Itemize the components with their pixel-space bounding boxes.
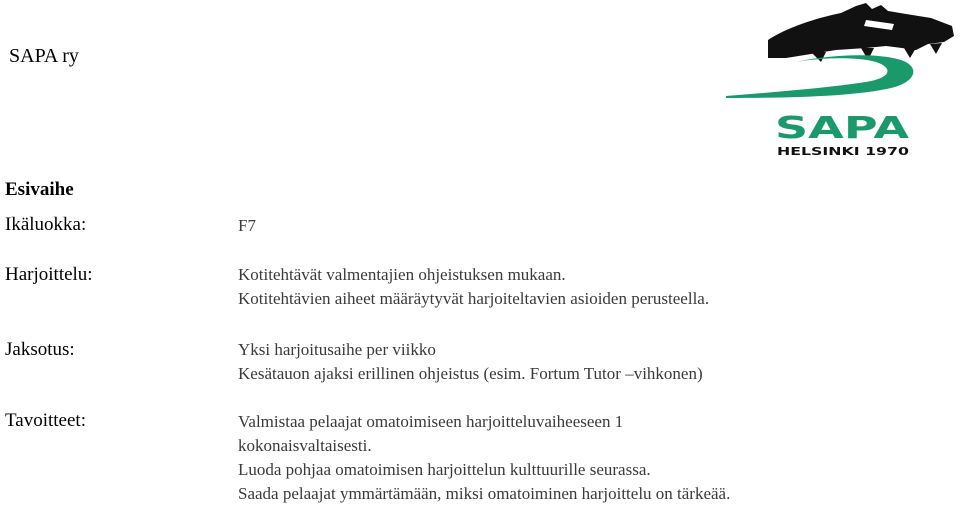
tavoitteet-line: Valmistaa pelaajat omatoimiseen harjoitteluvaiheeseen 1 xyxy=(238,412,624,431)
ikaluokka-label: Ikäluokka: xyxy=(5,214,87,235)
jaksotus-label: Jaksotus: xyxy=(5,339,75,360)
logo-text: SAPA xyxy=(775,111,911,146)
harjoittelu-label: Harjoittelu: xyxy=(5,264,93,285)
sapa-logo xyxy=(716,0,960,160)
ikaluokka-value-text: F7 xyxy=(238,216,256,235)
organization-name: SAPA ry xyxy=(9,45,79,67)
section-title: Esivaihe xyxy=(5,179,74,200)
logo-subtext: HELSINKI 1970 xyxy=(777,145,910,158)
ikaluokka-value xyxy=(238,214,256,238)
jaksotus-line: Kesätauon ajaksi erillinen ohjeistus (esim. Fortum Tutor –vihkonen) xyxy=(238,364,703,383)
harjoittelu-value xyxy=(238,263,709,311)
tavoitteet-value xyxy=(238,410,730,506)
tavoitteet-line: Luoda pohjaa omatoimisen harjoittelun kulttuurille seurassa. xyxy=(238,460,651,479)
jaksotus-value xyxy=(238,338,703,386)
football-boot-icon xyxy=(768,3,954,62)
jaksotus-line: Yksi harjoitusaihe per viikko xyxy=(238,340,436,359)
tavoitteet-label: Tavoitteet: xyxy=(5,410,86,431)
swoosh-shape xyxy=(726,55,913,98)
tavoitteet-line: kokonaisvaltaisesti. xyxy=(238,436,372,455)
harjoittelu-line: Kotitehtävien aiheet määräytyvät harjoiteltavien asioiden perusteella. xyxy=(238,289,710,308)
harjoittelu-line: Kotitehtävät valmentajien ohjeistuksen mukaan. xyxy=(238,265,566,284)
tavoitteet-line: Saada pelaajat ymmärtämään, miksi omatoiminen harjoittelu on tärkeää. xyxy=(238,484,731,503)
